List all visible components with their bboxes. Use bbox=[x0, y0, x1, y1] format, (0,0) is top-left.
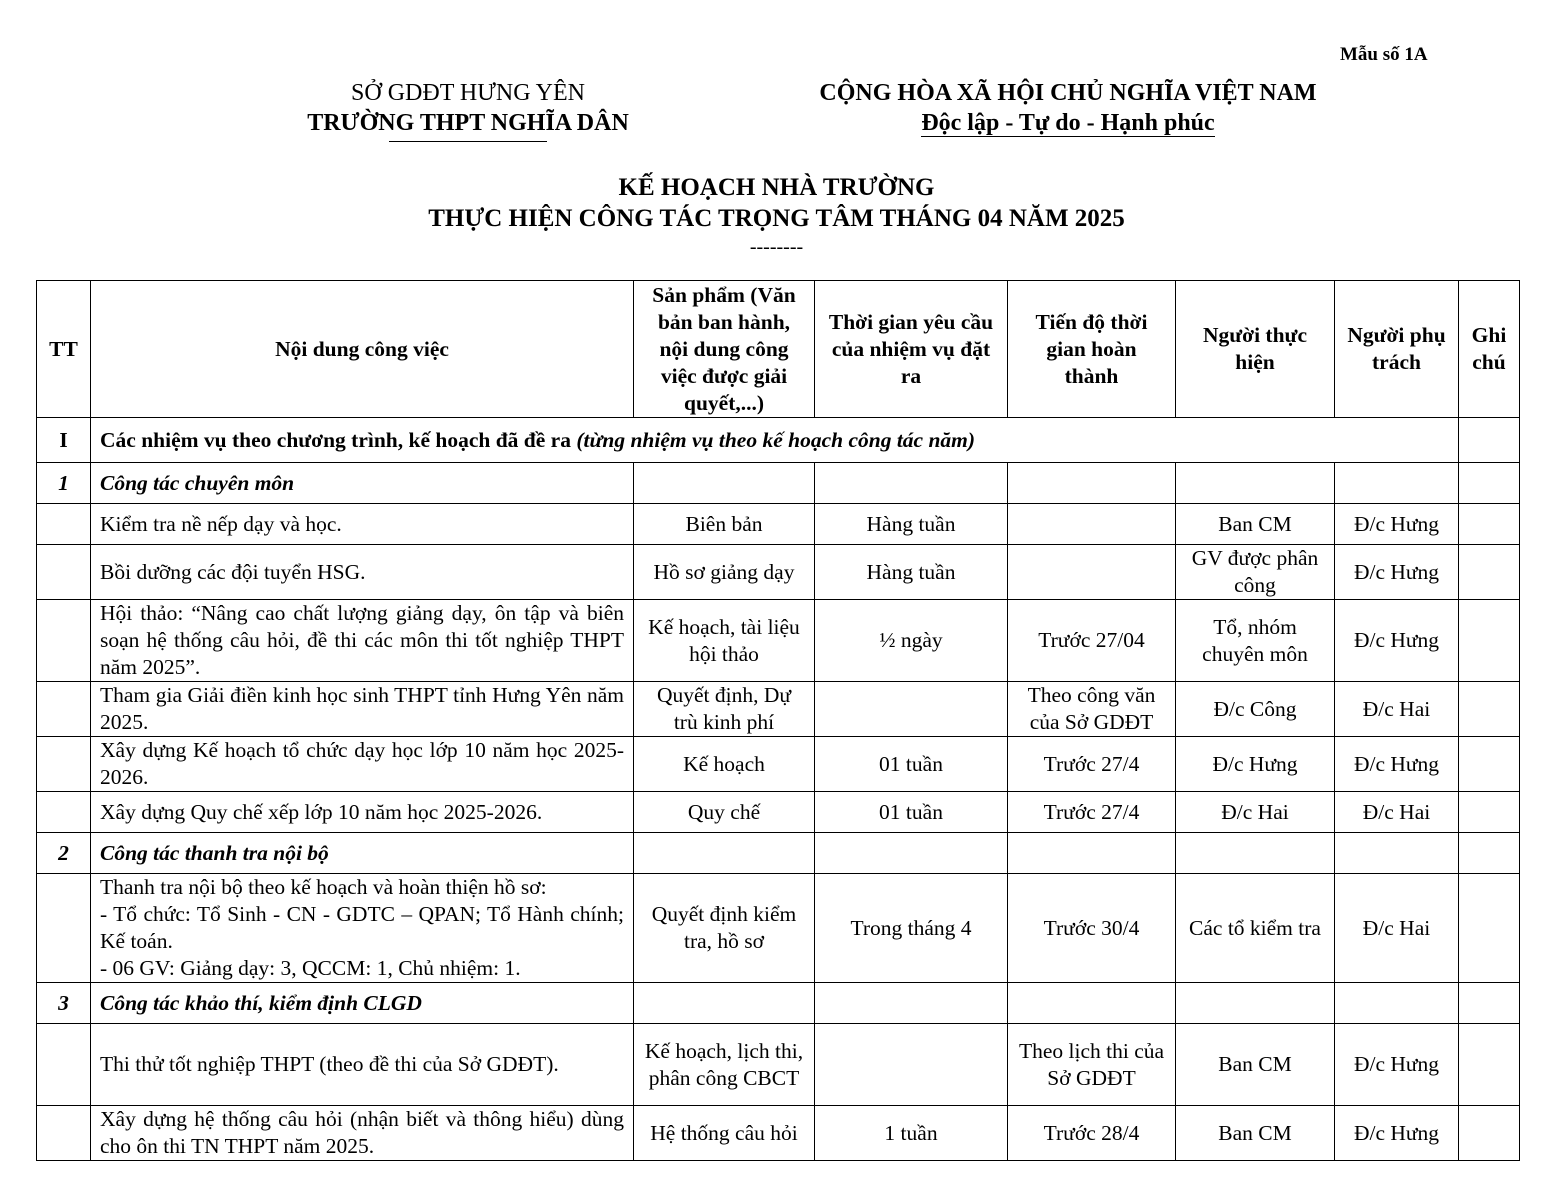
task-product: Biên bản bbox=[634, 504, 815, 545]
task-time: Hàng tuần bbox=[815, 504, 1008, 545]
task-progress bbox=[1008, 504, 1176, 545]
task-responsible: Đ/c Hưng bbox=[1335, 1024, 1459, 1106]
header-tt: TT bbox=[37, 281, 91, 418]
task-progress: Trước 28/4 bbox=[1008, 1106, 1176, 1161]
task-progress: Trước 27/04 bbox=[1008, 600, 1176, 682]
task-responsible: Đ/c Hưng bbox=[1335, 1106, 1459, 1161]
section-title-cell bbox=[91, 418, 1459, 463]
task-note bbox=[1459, 504, 1520, 545]
plan-table bbox=[36, 280, 1520, 1161]
header-note: Ghi chú bbox=[1459, 281, 1520, 418]
task-progress: Theo công văn của Sở GDĐT bbox=[1008, 682, 1176, 737]
task-time: Trong tháng 4 bbox=[815, 874, 1008, 983]
task-time: 01 tuần bbox=[815, 737, 1008, 792]
group-number: 1 bbox=[37, 463, 91, 504]
task-time: 1 tuần bbox=[815, 1106, 1008, 1161]
task-product: Hồ sơ giảng dạy bbox=[634, 545, 815, 600]
task-product: Kế hoạch bbox=[634, 737, 815, 792]
task-responsible: Đ/c Hưng bbox=[1335, 545, 1459, 600]
table-row bbox=[37, 874, 1520, 983]
task-performer: Đ/c Hai bbox=[1176, 792, 1335, 833]
task-note bbox=[1459, 874, 1520, 983]
issuing-authority bbox=[282, 78, 654, 142]
department-name: SỞ GDĐT HƯNG YÊN bbox=[351, 80, 585, 106]
table-row bbox=[37, 545, 1520, 600]
document-title bbox=[0, 172, 1553, 260]
task-note bbox=[1459, 545, 1520, 600]
task-product: Kế hoạch, tài liệu hội thảo bbox=[634, 600, 815, 682]
task-performer: Đ/c Công bbox=[1176, 682, 1335, 737]
group-row bbox=[37, 833, 1520, 874]
group-title: Công tác chuyên môn bbox=[91, 463, 634, 504]
header-time-required: Thời gian yêu cầu của nhiệm vụ đặt ra bbox=[815, 281, 1008, 418]
national-motto bbox=[760, 78, 1376, 138]
task-responsible: Đ/c Hưng bbox=[1335, 504, 1459, 545]
table-row bbox=[37, 504, 1520, 545]
task-product: Hệ thống câu hỏi bbox=[634, 1106, 815, 1161]
task-performer: Tổ, nhóm chuyên môn bbox=[1176, 600, 1335, 682]
task-time bbox=[815, 682, 1008, 737]
table-row bbox=[37, 600, 1520, 682]
task-performer: Ban CM bbox=[1176, 1106, 1335, 1161]
form-number: Mẫu số 1A bbox=[1340, 44, 1428, 65]
section-number: I bbox=[37, 418, 91, 463]
task-content: Hội thảo: “Nâng cao chất lượng giảng dạy, ôn tập và biên soạn hệ thống câu hỏi, đề thi các môn thi tốt nghiệp THPT năm 2025”. bbox=[91, 600, 634, 682]
header-content: Nội dung công việc bbox=[91, 281, 634, 418]
title-line-1: KẾ HOẠCH NHÀ TRƯỜNG bbox=[618, 174, 935, 201]
table-row bbox=[37, 792, 1520, 833]
task-time bbox=[815, 1024, 1008, 1106]
title-line-2: THỰC HIỆN CÔNG TÁC TRỌNG TÂM THÁNG 04 NĂM 2025 bbox=[428, 205, 1125, 232]
task-responsible: Đ/c Hai bbox=[1335, 682, 1459, 737]
section-subtitle: (từng nhiệm vụ theo kế hoạch công tác năm) bbox=[576, 427, 976, 452]
task-responsible: Đ/c Hưng bbox=[1335, 600, 1459, 682]
task-note bbox=[1459, 737, 1520, 792]
header-performer: Người thực hiện bbox=[1176, 281, 1335, 418]
group-row bbox=[37, 463, 1520, 504]
task-content-line: Thanh tra nội bộ theo kế hoạch và hoàn thiện hồ sơ: bbox=[100, 875, 547, 899]
task-note bbox=[1459, 600, 1520, 682]
group-number: 2 bbox=[37, 833, 91, 874]
header-product: Sản phẩm (Văn bản ban hành, nội dung công việc được giải quyết,...) bbox=[634, 281, 815, 418]
task-performer: Các tổ kiểm tra bbox=[1176, 874, 1335, 983]
task-progress: Trước 27/4 bbox=[1008, 737, 1176, 792]
task-content: Xây dựng Quy chế xếp lớp 10 năm học 2025-2026. bbox=[91, 792, 634, 833]
task-product: Quy chế bbox=[634, 792, 815, 833]
group-title: Công tác thanh tra nội bộ bbox=[91, 833, 634, 874]
table-row bbox=[37, 1024, 1520, 1106]
section-row bbox=[37, 418, 1520, 463]
task-product: Kế hoạch, lịch thi, phân công CBCT bbox=[634, 1024, 815, 1106]
task-content: Xây dựng Kế hoạch tổ chức dạy học lớp 10 năm học 2025-2026. bbox=[91, 737, 634, 792]
task-content-line: - Tổ chức: Tổ Sinh - CN - GDTC – QPAN; Tổ Hành chính; Kế toán. bbox=[100, 902, 624, 953]
task-performer: Đ/c Hưng bbox=[1176, 737, 1335, 792]
group-title: Công tác khảo thí, kiểm định CLGD bbox=[91, 983, 634, 1024]
task-responsible: Đ/c Hai bbox=[1335, 792, 1459, 833]
task-content: Thi thử tốt nghiệp THPT (theo đề thi của Sở GDĐT). bbox=[91, 1024, 634, 1106]
task-note bbox=[1459, 682, 1520, 737]
table-row bbox=[37, 682, 1520, 737]
school-name: TRƯỜNG THPT NGHĨA DÂN bbox=[307, 110, 629, 136]
header-responsible: Người phụ trách bbox=[1335, 281, 1459, 418]
task-note bbox=[1459, 792, 1520, 833]
task-responsible: Đ/c Hưng bbox=[1335, 737, 1459, 792]
task-product: Quyết định, Dự trù kinh phí bbox=[634, 682, 815, 737]
title-separator: -------- bbox=[749, 236, 804, 258]
task-responsible: Đ/c Hai bbox=[1335, 874, 1459, 983]
header-rule bbox=[389, 141, 547, 142]
task-progress: Theo lịch thi của Sở GDĐT bbox=[1008, 1024, 1176, 1106]
section-title: Các nhiệm vụ theo chương trình, kế hoạch đã đề ra bbox=[100, 427, 571, 452]
task-content: Bồi dưỡng các đội tuyển HSG. bbox=[91, 545, 634, 600]
task-progress bbox=[1008, 545, 1176, 600]
task-performer: GV được phân công bbox=[1176, 545, 1335, 600]
task-content-line: - 06 GV: Giảng dạy: 3, QCCM: 1, Chủ nhiệm: 1. bbox=[100, 956, 521, 980]
task-content: Xây dựng hệ thống câu hỏi (nhận biết và thông hiểu) dùng cho ôn thi TN THPT năm 2025. bbox=[91, 1106, 634, 1161]
table-header-row bbox=[37, 281, 1520, 418]
task-time: ½ ngày bbox=[815, 600, 1008, 682]
task-performer: Ban CM bbox=[1176, 1024, 1335, 1106]
task-product: Quyết định kiểm tra, hồ sơ bbox=[634, 874, 815, 983]
task-time: Hàng tuần bbox=[815, 545, 1008, 600]
task-content: Kiểm tra nề nếp dạy và học. bbox=[91, 504, 634, 545]
task-content bbox=[91, 874, 634, 983]
task-note bbox=[1459, 1106, 1520, 1161]
header-progress: Tiến độ thời gian hoàn thành bbox=[1008, 281, 1176, 418]
table-row bbox=[37, 737, 1520, 792]
table-row bbox=[37, 1106, 1520, 1161]
task-note bbox=[1459, 1024, 1520, 1106]
task-content: Tham gia Giải điền kinh học sinh THPT tỉnh Hưng Yên năm 2025. bbox=[91, 682, 634, 737]
country-name: CỘNG HÒA XÃ HỘI CHỦ NGHĨA VIỆT NAM bbox=[819, 80, 1317, 106]
group-number: 3 bbox=[37, 983, 91, 1024]
task-progress: Trước 30/4 bbox=[1008, 874, 1176, 983]
note-cell bbox=[1459, 418, 1520, 463]
task-performer: Ban CM bbox=[1176, 504, 1335, 545]
task-time: 01 tuần bbox=[815, 792, 1008, 833]
group-row bbox=[37, 983, 1520, 1024]
task-progress: Trước 27/4 bbox=[1008, 792, 1176, 833]
motto-text: Độc lập - Tự do - Hạnh phúc bbox=[921, 110, 1215, 136]
